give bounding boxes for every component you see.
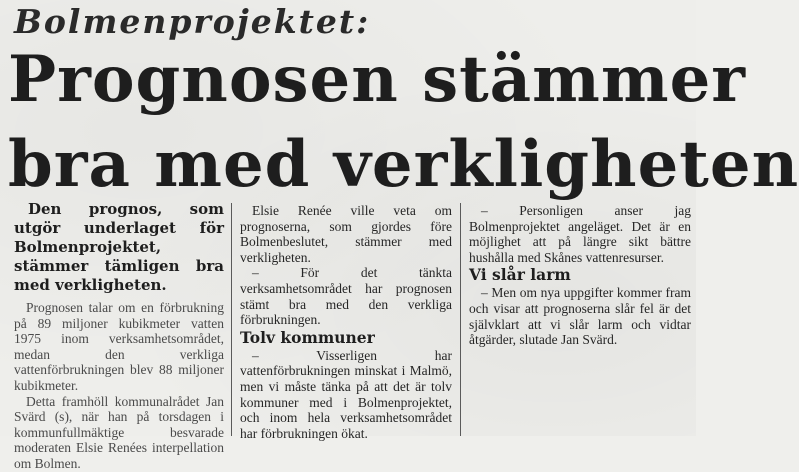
body-paragraph: – Visserligen har vattenförbrukningen minskat i Malmö, men vi måste tänka på att det är tolv kommuner med i Bolmenprojektet, och inom hela verksamhetsområdet har förbrukningen ökat. xyxy=(240,347,452,441)
body-paragraph: Elsie Renée ville veta om prognoserna, som gjordes före Bolmenbeslutet, stämmer med verkligheten. xyxy=(240,203,452,265)
column-divider xyxy=(460,203,461,436)
column-3 xyxy=(469,203,691,348)
kicker: Bolmenprojektet: xyxy=(14,2,371,41)
body-paragraph: Prognosen talar om en förbrukning på 89 miljoner kubikmeter vatten 1975 inom verksamhetsområdet, medan den verkliga vattenförbrukningen blev 88 miljoner kubikmeter. xyxy=(14,300,224,393)
column-divider xyxy=(231,203,232,436)
lead-paragraph: Den prognos, som utgör underlaget för Bolmenprojektet, stämmer tämligen bra med verkligheten. xyxy=(14,200,224,294)
headline-line-2: bra med verkligheten xyxy=(8,127,799,202)
body-paragraph: Detta framhöll kommunalrådet Jan Svärd (s), när han på torsdagen i kommunfullmäktige besvarade moderaten Elsie Renées interpellation om Bolmen. xyxy=(14,393,224,471)
body-paragraph: – För det tänkta verksamhetsområdet har prognosen stämt bra med den verkliga förbrukningen. xyxy=(240,265,452,328)
body-paragraph: – Personligen anser jag Bolmenprojektet angeläget. Det är en möjlighet att på längre sikt bättre hushålla med Skånes vattenresurser. xyxy=(469,203,691,265)
column-2 xyxy=(240,203,452,441)
column-1 xyxy=(14,200,224,472)
body-paragraph: – Men om nya uppgifter kommer fram och visar att prognoserna slår fel är det självklart att vi slår larm och vidtar åtgärder, slutade Jan Svärd. xyxy=(469,285,691,348)
headline-line-1: Prognosen stämmer xyxy=(8,42,746,117)
subheading: Tolv kommuner xyxy=(240,327,375,347)
subheading: Vi slår larm xyxy=(469,265,571,285)
